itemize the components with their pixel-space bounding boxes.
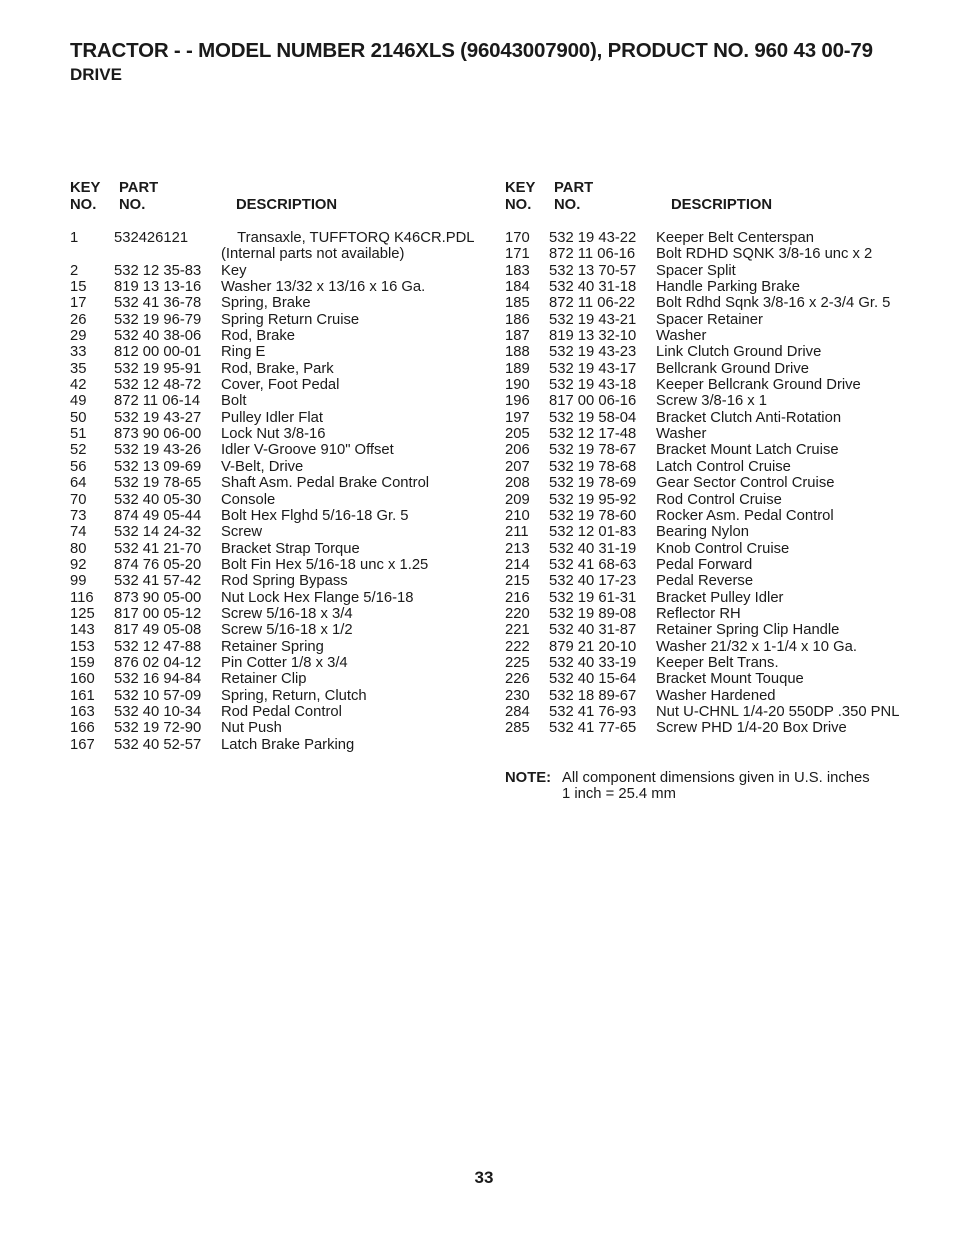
table-row [70,606,500,622]
part-description: Bellcrank Ground Drive [656,360,809,377]
part-description: Nut Push [221,720,282,737]
part-description: Nut Lock Hex Flange 5/16-18 [221,589,414,606]
table-row [70,671,500,687]
part-description: (Internal parts not available) [221,246,405,263]
part-description: Ring E [221,344,266,361]
part-number: 532 40 38-06 [114,328,202,345]
part-description: Spacer Retainer [656,311,763,328]
part-description: Washer 13/32 x 13/16 x 16 Ga. [221,279,426,296]
part-description: Bracket Mount Latch Cruise [656,442,839,459]
table-row [70,442,500,458]
part-description: Knob Control Cruise [656,540,790,557]
key-number: 205 [505,426,530,443]
table-row [70,230,500,246]
part-description: Washer Hardened [656,687,776,704]
key-number: 159 [70,654,95,671]
key-number: 70 [70,491,87,508]
table-row [70,279,500,295]
key-number: 49 [70,393,87,410]
table-row [70,737,500,753]
note-line2: 1 inch = 25.4 mm [562,786,676,803]
part-description: Bolt RDHD SQNK 3/8-16 unc x 2 [656,246,873,263]
part-description: Bearing Nylon [656,524,749,541]
part-description: Bolt Rdhd Sqnk 3/8-16 x 2-3/4 Gr. 5 [656,295,891,312]
part-number: 532 14 24-32 [114,524,202,541]
part-description: Bolt Fin Hex 5/16-18 unc x 1.25 [221,556,429,573]
table-row [70,524,500,540]
part-number: 532 12 01-83 [549,524,637,541]
part-description: Retainer Spring [221,638,324,655]
part-description: Spring Return Cruise [221,311,360,328]
part-number: 812 00 00-01 [114,344,202,361]
part-number: 874 49 05-44 [114,507,202,524]
part-description: Bracket Strap Torque [221,540,360,557]
part-description: Link Clutch Ground Drive [656,344,822,361]
part-number: 873 90 05-00 [114,589,202,606]
key-number: 92 [70,556,87,573]
key-number: 116 [70,589,94,606]
part-number: 532 19 95-92 [549,491,637,508]
table-row [505,246,905,262]
table-row [70,426,500,442]
key-number: 153 [70,638,95,655]
part-description: Washer [656,426,707,443]
part-description: Reflector RH [656,605,741,622]
key-number: 170 [505,230,530,246]
key-number: 208 [505,475,530,492]
part-description: Screw PHD 1/4-20 Box Drive [656,720,847,737]
part-number: 532 12 47-88 [114,638,202,655]
key-number: 187 [505,328,530,345]
part-description: Pedal Forward [656,556,753,573]
part-number: 532 12 48-72 [114,377,202,394]
part-number: 532 40 31-18 [549,279,637,296]
key-number: 161 [70,687,95,704]
key-number: 160 [70,671,95,688]
table-row [70,377,500,393]
key-number: 64 [70,475,87,492]
part-description: Bolt Hex Flghd 5/16-18 Gr. 5 [221,507,409,524]
part-number: 532 19 43-23 [549,344,637,361]
table-row [505,344,905,360]
part-number: 532 40 05-30 [114,491,202,508]
key-number: 186 [505,311,530,328]
part-description: Washer 21/32 x 1-1/4 x 10 Ga. [656,638,857,655]
table-row [70,475,500,491]
section-subtitle: DRIVE [70,65,122,84]
part-number: 872 11 06-14 [114,393,201,410]
key-number: 2 [70,262,79,279]
description-header: DESCRIPTION [671,197,773,213]
part-number: 532 19 43-21 [549,311,637,328]
key-number: 17 [70,295,87,312]
table-row [505,557,905,573]
table-body [505,230,905,737]
table-row [505,639,905,655]
key-number: 171 [505,246,530,263]
part-description: Latch Control Cruise [656,458,791,475]
part-description: Lock Nut 3/8-16 [221,426,326,443]
part-description: Transaxle, TUFFTORQ K46CR.PDL [221,230,475,246]
part-number: 532 40 31-19 [549,540,637,557]
key-number: 211 [505,524,529,541]
key-number: 207 [505,458,530,475]
part-description: Screw 5/16-18 x 3/4 [221,605,353,622]
key-number: 214 [505,556,530,573]
part-number: 874 76 05-20 [114,556,202,573]
part-description: Bracket Pulley Idler [656,589,784,606]
table-row [505,492,905,508]
part-description: Shaft Asm. Pedal Brake Control [221,475,430,492]
key-header-line1: KEY [70,180,101,196]
table-row [70,492,500,508]
key-number: 189 [505,360,530,377]
part-number: 872 11 06-22 [549,295,636,312]
table-row [70,393,500,409]
part-number: 532 19 96-79 [114,311,202,328]
part-description: Bracket Clutch Anti-Rotation [656,409,842,426]
part-description: Rod, Brake [221,328,296,345]
key-number: 163 [70,703,95,720]
table-row [70,622,500,638]
part-description: Console [221,491,276,508]
part-number: 532 19 43-26 [114,442,202,459]
part-number: 532 19 78-67 [549,442,637,459]
part-description: Retainer Clip [221,671,307,688]
key-number: 220 [505,605,530,622]
key-header-line1: KEY [505,180,536,196]
part-number: 532 18 89-67 [549,687,637,704]
table-row [505,377,905,393]
table-row [505,295,905,311]
part-description: Screw [221,524,263,541]
part-number: 876 02 04-12 [114,654,202,671]
part-number: 532 19 58-04 [549,409,637,426]
part-number: 819 13 13-16 [114,279,202,296]
part-description: Gear Sector Control Cruise [656,475,835,492]
key-number: 216 [505,589,530,606]
key-number: 35 [70,360,87,377]
table-row [505,328,905,344]
part-description: Key [221,262,247,279]
key-number: 99 [70,573,87,590]
part-number: 532 19 43-18 [549,377,637,394]
part-description: Pin Cotter 1/8 x 3/4 [221,654,348,671]
part-number: 817 00 06-16 [549,393,637,410]
table-row [505,442,905,458]
table-header [505,180,905,220]
part-description: Nut U-CHNL 1/4-20 550DP .350 PNL [656,703,900,720]
key-number: 188 [505,344,530,361]
table-row [505,426,905,442]
part-number: 532 41 76-93 [549,703,637,720]
part-number: 532 12 17-48 [549,426,637,443]
part-description: Cover, Foot Pedal [221,377,340,394]
part-description: Screw 3/8-16 x 1 [656,393,768,410]
table-row [505,671,905,687]
part-number: 532 40 52-57 [114,736,202,753]
table-row [505,590,905,606]
key-number: 184 [505,279,530,296]
part-number: 532 19 78-60 [549,507,637,524]
part-description: Pedal Reverse [656,573,754,590]
part-description: Handle Parking Brake [656,279,800,296]
table-row [505,704,905,720]
part-description: Spacer Split [656,262,736,279]
key-number: 33 [70,344,87,361]
part-number: 532 19 78-69 [549,475,637,492]
part-number: 819 13 32-10 [549,328,637,345]
part-number: 532 19 89-08 [549,605,637,622]
part-header-line2: NO. [554,197,581,213]
part-number: 532 40 15-64 [549,671,637,688]
part-number: 532 19 43-27 [114,409,202,426]
key-number: 42 [70,377,87,394]
part-number: 532 10 57-09 [114,687,202,704]
part-number: 532 19 95-91 [114,360,202,377]
key-number: 143 [70,622,95,639]
part-description: Idler V-Groove 910" Offset [221,442,394,459]
table-row [70,246,500,262]
key-number: 221 [505,622,530,639]
part-number: 532 41 36-78 [114,295,202,312]
key-header-line2: NO. [505,197,532,213]
table-row [505,361,905,377]
part-description: Bolt [221,393,247,410]
part-description: Latch Brake Parking [221,736,355,753]
key-number: 50 [70,409,87,426]
part-description: Keeper Belt Trans. [656,654,779,671]
part-number: 532 19 72-90 [114,720,202,737]
table-row [505,312,905,328]
table-row [70,410,500,426]
note-line1: All component dimensions given in U.S. inches [562,770,870,786]
table-row [505,720,905,736]
part-number: 532 19 43-22 [549,230,637,246]
key-number: 210 [505,507,530,524]
part-number: 532 13 09-69 [114,458,202,475]
key-number: 56 [70,458,87,475]
key-number: 15 [70,279,87,296]
table-header [70,180,500,220]
part-description: Rod Control Cruise [656,491,782,508]
part-description: Retainer Spring Clip Handle [656,622,840,639]
table-row [70,573,500,589]
page-number: 33 [474,1168,494,1187]
part-description: Rod, Brake, Park [221,360,334,377]
key-number: 222 [505,638,530,655]
key-number: 285 [505,720,530,737]
key-number: 206 [505,442,530,459]
part-number: 532 19 78-65 [114,475,202,492]
part-description: Pulley Idler Flat [221,409,323,426]
table-row [70,704,500,720]
part-number: 532 19 61-31 [549,589,637,606]
key-number: 230 [505,687,530,704]
part-number: 532 13 70-57 [549,262,637,279]
table-row [70,639,500,655]
table-row [70,655,500,671]
key-number: 73 [70,507,87,524]
part-header-line1: PART [554,180,594,196]
part-number: 873 90 06-00 [114,426,202,443]
key-number: 215 [505,573,530,590]
key-number: 29 [70,328,87,345]
part-description: Spring, Return, Clutch [221,687,367,704]
note-label: NOTE: [505,770,552,786]
table-row [505,410,905,426]
parts-table-left [70,180,500,753]
part-number: 817 49 05-08 [114,622,202,639]
part-number: 872 11 06-16 [549,246,636,263]
table-row [70,312,500,328]
table-row [70,688,500,704]
table-row [70,295,500,311]
key-number: 225 [505,654,530,671]
key-number: 52 [70,442,87,459]
part-description: Rocker Asm. Pedal Control [656,507,834,524]
table-row [505,655,905,671]
part-header-line2: NO. [119,197,146,213]
part-description: Spring, Brake [221,295,311,312]
table-row [70,361,500,377]
part-number: 532 41 57-42 [114,573,202,590]
table-row [505,541,905,557]
key-number: 190 [505,377,530,394]
part-number: 817 00 05-12 [114,605,202,622]
part-description: Rod Pedal Control [221,703,342,720]
table-row [505,524,905,540]
table-row [505,606,905,622]
part-description: Keeper Bellcrank Ground Drive [656,377,861,394]
part-description: Keeper Belt Centerspan [656,230,814,246]
key-number: 166 [70,720,95,737]
part-description: Bracket Mount Touque [656,671,804,688]
key-number: 51 [70,426,87,443]
table-row [505,475,905,491]
parts-table-right [505,180,905,737]
page-title: TRACTOR - - MODEL NUMBER 2146XLS (96043007900), PRODUCT NO. 960 43 00-79 [70,39,873,62]
key-number: 185 [505,295,530,312]
part-number: 532 41 77-65 [549,720,637,737]
key-number: 1 [70,230,79,246]
table-row [505,508,905,524]
key-number: 213 [505,540,530,557]
table-row [505,459,905,475]
part-number: 532 40 31-87 [549,622,637,639]
table-row [70,328,500,344]
table-row [70,590,500,606]
part-description: V-Belt, Drive [221,458,304,475]
part-description: Washer [656,328,707,345]
table-body [70,230,500,753]
part-number: 532 41 68-63 [549,556,637,573]
key-number: 196 [505,393,530,410]
key-number: 183 [505,262,530,279]
table-row [70,459,500,475]
table-row [505,393,905,409]
part-number: 532 19 78-68 [549,458,637,475]
part-description: Screw 5/16-18 x 1/2 [221,622,353,639]
table-row [505,230,905,246]
part-number: 532 40 33-19 [549,654,637,671]
part-number: 532426121 [114,230,189,246]
table-row [70,541,500,557]
table-row [505,622,905,638]
table-row [70,557,500,573]
part-number: 532 12 35-83 [114,262,202,279]
key-number: 209 [505,491,530,508]
part-number: 532 19 43-17 [549,360,637,377]
key-number: 197 [505,409,530,426]
description-header: DESCRIPTION [236,197,338,213]
part-header-line1: PART [119,180,159,196]
table-row [70,720,500,736]
key-header-line2: NO. [70,197,97,213]
key-number: 26 [70,311,87,328]
key-number: 74 [70,524,87,541]
part-number: 879 21 20-10 [549,638,637,655]
table-row [70,508,500,524]
table-row [505,573,905,589]
table-row [70,344,500,360]
part-description: Rod Spring Bypass [221,573,348,590]
key-number: 125 [70,605,95,622]
part-number: 532 16 94-84 [114,671,202,688]
table-row [505,688,905,704]
key-number: 226 [505,671,530,688]
part-number: 532 41 21-70 [114,540,202,557]
key-number: 80 [70,540,87,557]
table-row [70,263,500,279]
table-row [505,263,905,279]
part-number: 532 40 10-34 [114,703,202,720]
key-number: 167 [70,736,95,753]
table-row [505,279,905,295]
part-number: 532 40 17-23 [549,573,637,590]
key-number: 284 [505,703,530,720]
